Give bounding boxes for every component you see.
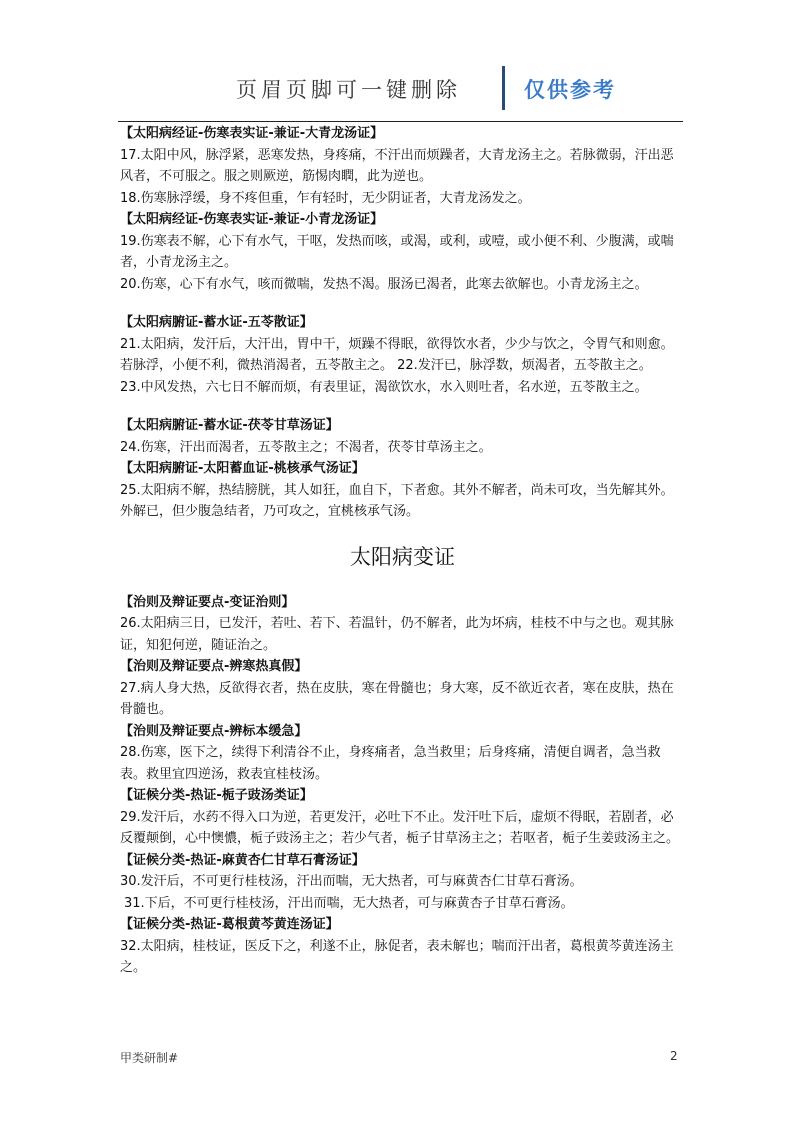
banner-divider xyxy=(502,66,505,110)
clause-18: 18.伤寒脉浮缓，身不疼但重，乍有轻时，无少阴证者，大青龙汤发之。 xyxy=(120,190,531,206)
clause-21-22: 21.太阳病，发汗后，大汗出，胃中干，烦躁不得眠，欲得饮水者，少少与饮之，令胃气和则愈。若脉浮，小便不利，微热消渴者，五苓散主之。 22.发汗已，脉浮数，烦渴者，五苓散主之。 xyxy=(120,336,674,373)
clause-20: 20.伤寒，心下有水气，咳而微喘，发热不渴。服汤已渴者，此寒去欲解也。小青龙汤主之。 xyxy=(120,276,648,292)
section-heading: 【太阳病腑证-太阳蓄血证-桃核承气汤证】 xyxy=(120,461,365,476)
section-heading: 【治则及辩证要点-变证治则】 xyxy=(120,594,295,610)
footer-text: 甲类研制# xyxy=(120,1051,179,1065)
clause-27: 27.病人身大热，反欲得衣者，热在皮肤，寒在骨髓也；身大寒，反不欲近衣者，寒在皮肤，热在骨髓也。 xyxy=(120,680,674,717)
section-heading: 【太阳病经证-伤寒表实证-兼证-大青龙汤证】 xyxy=(120,126,384,141)
clause-19: 19.伤寒表不解，心下有水气，干呕，发热而咳，或渴，或利，或噎，或小便不利、少腹满，或喘者，小青龙汤主之。 xyxy=(120,233,674,270)
banner-watermark-text: 页眉页脚可一键删除 xyxy=(236,78,461,102)
clause-32: 32.太阳病，桂枝证，医反下之，利遂不止，脉促者，表未解也；喘而汗出者，葛根黄芩黄连汤主之。 xyxy=(120,938,674,975)
section-heading: 【太阳病腑证-蓄水证-茯苓甘草汤证】 xyxy=(120,418,339,433)
clause-17: 17.太阳中风，脉浮紧，恶寒发热，身疼痛，不汗出而烦躁者，大青龙汤主之。若脉微弱，汗出恶风者，不可服之。服之则厥逆，筋惕肉瞤，此为逆也。 xyxy=(120,147,674,184)
section-heading: 【证候分类-热证-麻黄杏仁甘草石膏汤证】 xyxy=(120,852,365,868)
section-heading: 【治则及辩证要点-辨寒热真假】 xyxy=(120,659,308,674)
clause-24: 24.伤寒，汗出而渴者，五苓散主之；不渴者，茯苓甘草汤主之。 xyxy=(120,439,492,455)
section-heading: 【太阳病腑证-蓄水证-五苓散证】 xyxy=(120,315,313,330)
page-number: 2 xyxy=(670,1049,678,1063)
clause-28: 28.伤寒，医下之，续得下利清谷不止，身疼痛者，急当救里；后身疼痛，清便自调者，急当救表。救里宜四逆汤，救表宜桂枝汤。 xyxy=(120,745,661,782)
clause-25: 25.太阳病不解，热结膀胱，其人如狂，血自下，下者愈。其外不解者，尚未可攻，当先解其外。外解已，但少腹急结者，乃可攻之，宜桃核承气汤。 xyxy=(120,482,674,519)
header-banner xyxy=(226,64,636,114)
clause-30: 30.发汗后，不可更行桂枝汤，汗出而喘，无大热者，可与麻黄杏仁甘草石膏汤。 xyxy=(120,874,583,889)
section-heading: 【治则及辩证要点-辨标本缓急】 xyxy=(120,723,308,739)
header-rule xyxy=(118,121,683,122)
section-heading: 【证候分类-热证-葛根黄芩黄连汤证】 xyxy=(120,917,339,932)
clause-31: 31.下后，不可更行桂枝汤，汗出而喘，无大热者，可与麻黄杏子甘草石膏汤。 xyxy=(124,895,574,911)
document-body xyxy=(120,123,685,979)
clause-26: 26.太阳病三日，已发汗，若吐、若下、若温针，仍不解者，此为坏病，桂枝不中与之也。观其脉证，知犯何逆，随证治之。 xyxy=(120,616,674,653)
clause-29: 29.发汗后，水药不得入口为逆，若更发汗，必吐下不止。发汗吐下后，虚烦不得眠，若剧者，必反覆颠倒，心中懊憹，栀子豉汤主之；若少气者，栀子甘草汤主之；若呕者，栀子生姜豉汤主之。 xyxy=(120,809,680,846)
banner-reference-label: 仅供参考 xyxy=(524,78,616,102)
section-heading: 【太阳病经证-伤寒表实证-兼证-小青龙汤证】 xyxy=(120,212,384,227)
clause-23: 23.中风发热，六七日不解而烦，有表里证，渴欲饮水，水入则吐者，名水逆，五苓散主之。 xyxy=(120,379,648,395)
section-heading: 【证候分类-热证-栀子豉汤类证】 xyxy=(120,788,313,803)
chapter-title: 太阳病变证 xyxy=(350,544,455,569)
